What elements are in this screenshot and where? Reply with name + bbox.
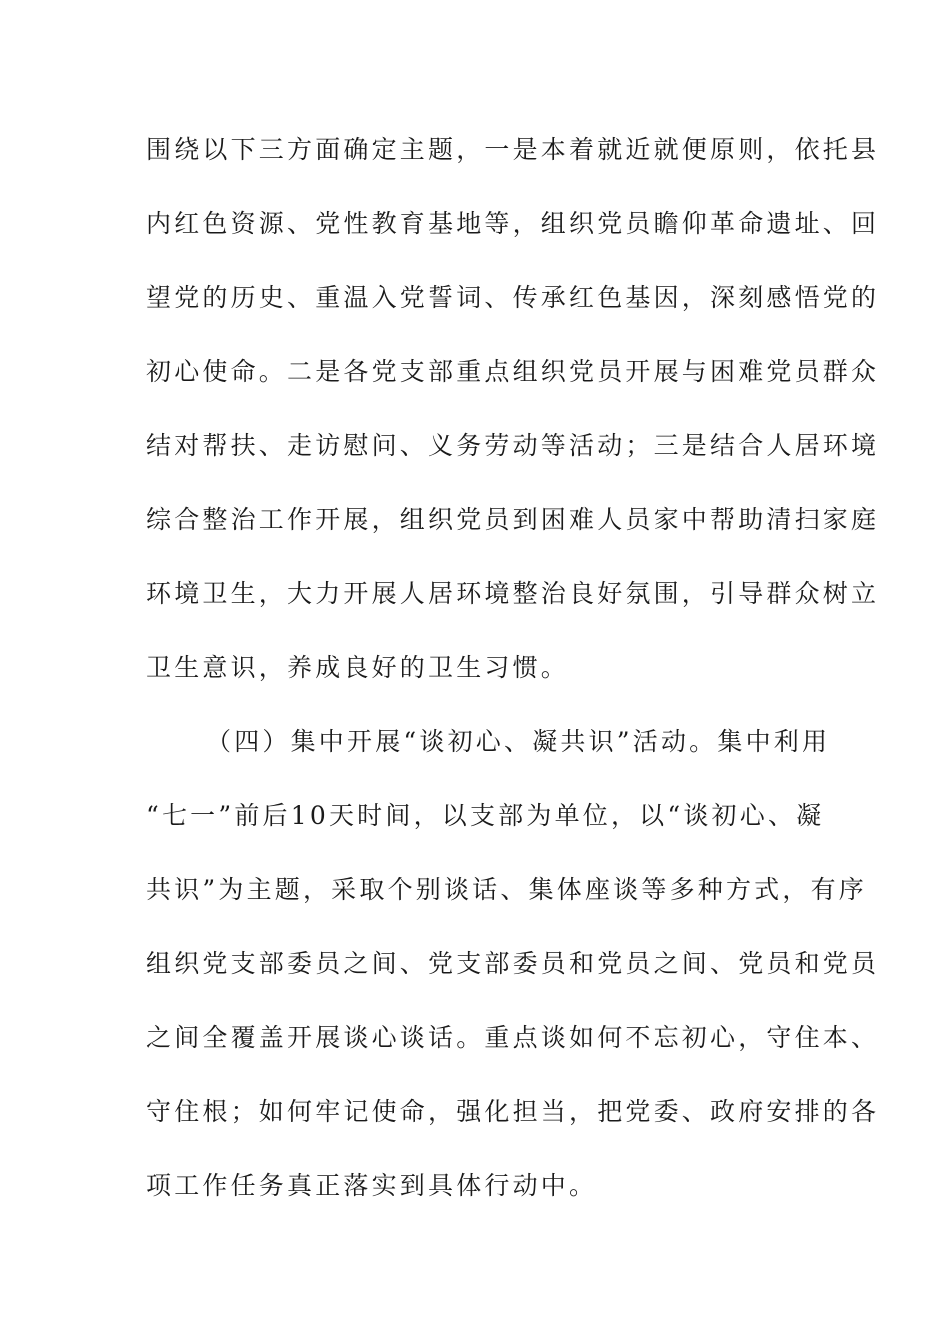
text-line: 综合整治工作开展，组织党员到困难人员家中帮助清扫家庭 xyxy=(146,505,880,534)
text-line: 围绕以下三方面确定主题，一是本着就近就便原则，依托县 xyxy=(146,135,880,164)
text-line: 项工作任务真正落实到具体行动中。 xyxy=(146,1171,598,1200)
text-line: 共识”为主题，采取个别谈话、集体座谈等多种方式，有序 xyxy=(146,875,867,904)
text-line: 组织党支部委员之间、党支部委员和党员之间、党员和党员 xyxy=(146,949,880,978)
text-line: 守住根；如何牢记使命，强化担当，把党委、政府安排的各 xyxy=(146,1097,880,1126)
text-line: 望党的历史、重温入党誓词、传承红色基因，深刻感悟党的 xyxy=(146,283,880,312)
text-line: 卫生意识，养成良好的卫生习惯。 xyxy=(146,653,570,682)
text-line: 内红色资源、党性教育基地等，组织党员瞻仰革命遗址、回 xyxy=(146,209,880,238)
text-line: 之间全覆盖开展谈心谈话。重点谈如何不忘初心，守住本、 xyxy=(146,1023,880,1052)
text-line: 环境卫生，大力开展人居环境整治良好氛围，引导群众树立 xyxy=(146,579,880,608)
text-line: 结对帮扶、走访慰问、义务劳动等活动；三是结合人居环境 xyxy=(146,431,880,460)
text-line: 初心使命。二是各党支部重点组织党员开展与困难党员群众 xyxy=(146,357,880,386)
text-line: “七一”前后10天时间，以支部为单位，以“谈初心、凝 xyxy=(146,801,825,830)
paragraph-heading-line: （四）集中开展“谈初心、凝共识”活动。集中利用 xyxy=(206,727,831,756)
